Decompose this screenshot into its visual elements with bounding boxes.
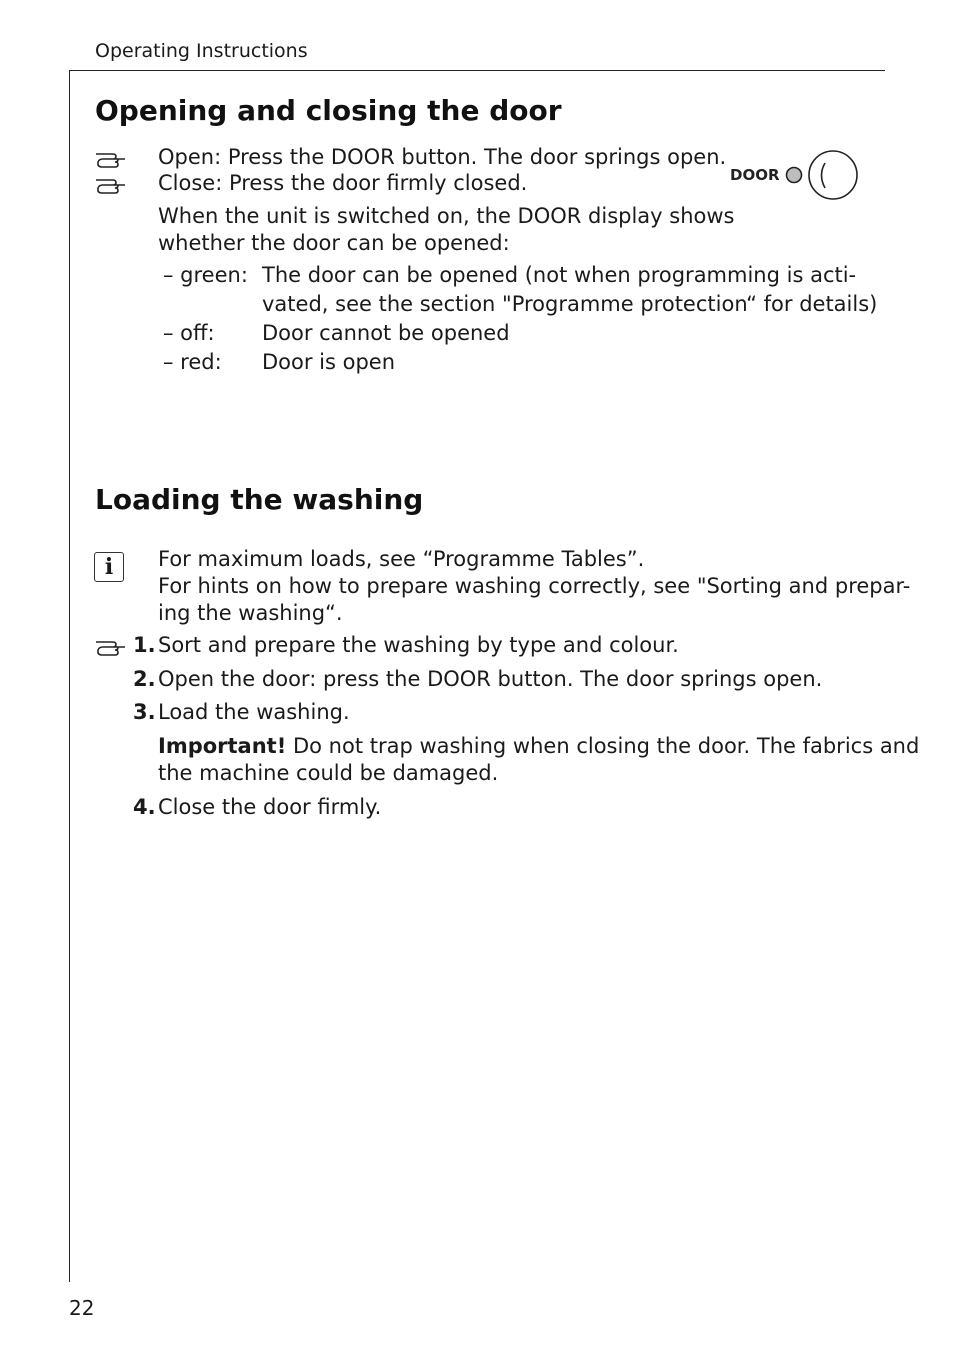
step-number: 4. [133,795,156,819]
door-illustration-label: DOOR [730,166,780,184]
state-text-green-line1: The door can be opened (not when programming is acti- [262,263,857,287]
door-display-intro-line1: When the unit is switched on, the DOOR display shows [158,204,735,228]
step-text: Load the washing. [158,700,350,724]
important-note-line2: the machine could be damaged. [158,761,499,785]
section-title-door: Opening and closing the door [95,94,562,127]
step-text: Sort and prepare the washing by type and colour. [158,633,679,657]
step-number: 2. [133,667,156,691]
header-rule [69,70,885,71]
state-text-red: Door is open [262,350,396,374]
step-text: Open the door: press the DOOR button. The door springs open. [158,667,823,691]
pointing-hand-icon [95,176,127,194]
pointing-hand-icon [95,150,127,168]
state-label-green: – green: [163,263,248,287]
state-text-off: Door cannot be opened [262,321,510,345]
state-label-off: – off: [163,321,215,345]
info-line2: For hints on how to prepare washing correctly, see "Sorting and prepar- [158,574,911,598]
door-indicator-lamp-icon [787,168,802,183]
door-button-illustration [728,148,860,204]
info-line1: For maximum loads, see “Programme Tables”. [158,547,645,571]
info-line3: ing the washing“. [158,601,343,625]
pointing-hand-icon [95,638,127,656]
step-number: 3. [133,700,156,724]
margin-rule [69,70,70,1282]
open-instruction: Open: Press the DOOR button. The door springs open. [158,145,727,169]
important-text: Do not trap washing when closing the door. The fabrics and [292,734,920,758]
step-number: 1. [133,633,156,657]
important-note-line1 [158,733,919,760]
section-title-loading: Loading the washing [95,483,424,516]
door-display-intro-line2: whether the door can be opened: [158,231,510,255]
info-icon: i [94,552,124,582]
state-label-red: – red: [163,350,222,374]
page-number: 22 [69,1296,95,1320]
running-header: Operating Instructions [95,40,308,62]
state-text-green-line2: vated, see the section "Programme protection“ for details) [262,292,878,316]
step-text: Close the door firmly. [158,795,382,819]
close-instruction: Close: Press the door firmly closed. [158,171,528,195]
important-label: Important! [158,734,287,758]
door-button-icon [809,151,857,199]
